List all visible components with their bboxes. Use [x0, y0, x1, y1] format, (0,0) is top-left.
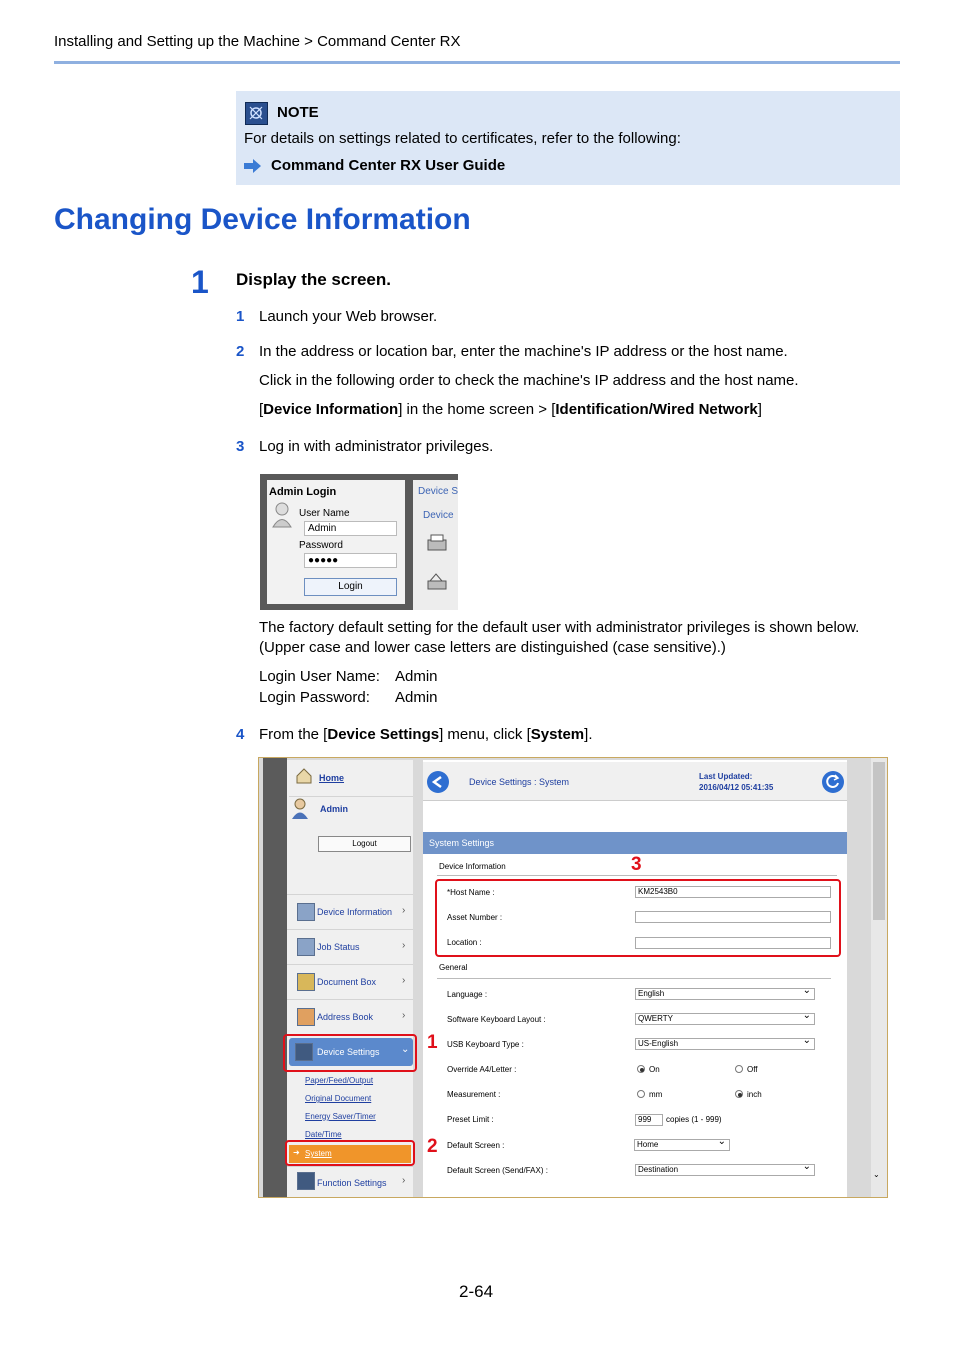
measure-mm-radio[interactable] [637, 1090, 645, 1098]
nav-label: Address Book [317, 1012, 374, 1022]
arrow-right-icon: ➜ [293, 1148, 300, 1157]
printer-icon [426, 534, 448, 559]
document-box-icon [297, 973, 315, 991]
note-text: For details on settings related to certificates, refer to the following: [244, 130, 681, 147]
scroll-down-icon[interactable]: ⌄ [873, 1170, 880, 1179]
section-title: Changing Device Information [54, 203, 471, 236]
nav-item-address-book[interactable] [287, 999, 413, 1033]
divider [437, 978, 831, 979]
subitem-paper[interactable]: Paper/Feed/Output [305, 1076, 374, 1085]
job-status-icon [297, 938, 315, 956]
default-screen-select[interactable]: Home ⌄ [634, 1139, 730, 1151]
scrollbar-thumb[interactable] [873, 762, 885, 920]
user-icon [291, 798, 309, 825]
substep-text: In the address or location bar, enter the machine's IP address or the host name. [259, 343, 788, 360]
subitem-original[interactable]: Original Document [305, 1094, 372, 1103]
password-field[interactable]: ●●●●● [304, 553, 397, 568]
user-icon [272, 502, 292, 533]
back-icon[interactable] [427, 771, 449, 793]
guide-link[interactable]: Command Center RX User Guide [271, 157, 506, 174]
subitem-energy[interactable]: Energy Saver/Timer [305, 1112, 376, 1121]
language-select[interactable]: English ⌄ [635, 988, 815, 1000]
nav-label: Device Settings [317, 1047, 380, 1057]
step-number: 1 [191, 264, 209, 300]
preset-limit-input[interactable]: 999 [635, 1114, 663, 1126]
location-label: Location : [447, 938, 482, 947]
device-info-icon [297, 903, 315, 921]
chevron-right-icon: › [402, 1010, 406, 1021]
subitem-datetime[interactable]: Date/Time [305, 1130, 342, 1139]
device-info-heading: Device Information [439, 862, 506, 871]
default-screen-label: Default Screen : [447, 1141, 505, 1150]
note-title: NOTE [277, 104, 319, 121]
callout-3: 3 [631, 854, 642, 875]
nav-item-function-settings[interactable] [287, 1166, 413, 1198]
host-name-label: *Host Name : [447, 888, 495, 897]
login-user-label: Login User Name: [259, 668, 380, 685]
refresh-icon[interactable] [822, 771, 844, 793]
general-heading: General [439, 963, 468, 972]
callout-box-device-settings [283, 1034, 417, 1072]
address-book-icon [297, 1008, 315, 1026]
nav-divider [289, 796, 413, 797]
callout-box-system [285, 1140, 415, 1166]
last-updated-value: 2016/04/12 05:41:35 [699, 783, 774, 792]
substep-text: From the [Device Settings] menu, click [System]. [259, 726, 593, 743]
keyboard-select[interactable]: QWERTY ⌄ [635, 1013, 815, 1025]
header-rule [54, 61, 900, 64]
callout-1: 1 [427, 1032, 438, 1053]
preset-limit-suffix: copies (1 - 999) [666, 1115, 722, 1124]
default-note-2: (Upper case and lower case letters are distinguished (case sensitive).) [259, 639, 726, 656]
substep-text: Launch your Web browser. [259, 308, 438, 325]
breadcrumb: Installing and Setting up the Machine > Command Center RX [54, 33, 461, 50]
override-label: Override A4/Letter : [447, 1065, 517, 1074]
panel-title: System Settings [429, 838, 495, 848]
device-subtab: Device [423, 510, 454, 521]
measure-mm-label: mm [649, 1090, 663, 1099]
measure-inch-label: inch [747, 1090, 762, 1099]
substep-number: 2 [236, 343, 245, 360]
usb-keyboard-select[interactable]: US-English ⌄ [635, 1038, 815, 1050]
subitem-label: System [305, 1149, 332, 1158]
default-note-1: The factory default setting for the default user with administrator privileges is shown below. [259, 619, 860, 636]
logout-button[interactable]: Logout [318, 836, 411, 852]
usb-keyboard-label: USB Keyboard Type : [447, 1040, 524, 1049]
nav-label: Function Settings [317, 1178, 387, 1188]
callout-box-device-information [435, 879, 841, 957]
note-icon [245, 102, 268, 125]
asset-number-label: Asset Number : [447, 913, 503, 922]
substep-extra: Click in the following order to check the machine's IP address and the host name. [259, 372, 799, 389]
language-label: Language : [447, 990, 488, 999]
arrow-right-icon [244, 158, 262, 174]
device-tab: Device S [418, 486, 458, 497]
login-title: Admin Login [269, 486, 337, 498]
nav-label: Document Box [317, 977, 377, 987]
panel-header [423, 832, 847, 854]
measurement-label: Measurement : [447, 1090, 501, 1099]
login-button[interactable]: Login [304, 578, 397, 596]
override-on-radio[interactable] [637, 1065, 645, 1073]
login-pass-value: Admin [395, 689, 438, 706]
username-label: User Name [299, 508, 350, 519]
chevron-down-icon: ⌄ [401, 1044, 410, 1055]
login-screenshot [260, 474, 458, 610]
nav-item-job-status[interactable] [287, 929, 413, 963]
chevron-right-icon: › [402, 1175, 406, 1186]
substep-number: 4 [236, 726, 245, 743]
step-title: Display the screen. [236, 270, 391, 289]
menu-path: [Device Information] in the home screen > [Identification/Wired Network] [259, 401, 762, 418]
scanner-icon [426, 572, 448, 597]
chevron-right-icon: › [402, 905, 406, 916]
keyboard-label: Software Keyboard Layout : [447, 1015, 546, 1024]
nav-item-document-box[interactable] [287, 964, 413, 998]
substep-number: 1 [236, 308, 245, 325]
username-field[interactable]: Admin [304, 521, 397, 536]
user-name: Admin [320, 804, 348, 814]
page-breadcrumb: Device Settings : System [469, 777, 570, 787]
function-settings-icon [297, 1172, 315, 1190]
substep-text: Log in with administrator privileges. [259, 438, 494, 455]
default-sendfax-select[interactable]: Destination ⌄ [635, 1164, 815, 1176]
device-settings-screenshot [258, 757, 888, 1198]
chevron-right-icon: › [402, 975, 406, 986]
default-sendfax-label: Default Screen (Send/FAX) : [447, 1166, 548, 1175]
window-edge [263, 758, 287, 1198]
login-pass-label: Login Password: [259, 689, 370, 706]
nav-label: Job Status [317, 942, 360, 952]
page-number: 2-64 [459, 1282, 494, 1301]
home-icon [295, 767, 313, 790]
home-link[interactable]: Home [319, 773, 345, 783]
password-label: Password [299, 540, 343, 551]
login-user-value: Admin [395, 668, 438, 685]
nav-item-device-information[interactable] [287, 894, 413, 928]
override-off-label: Off [747, 1065, 758, 1074]
last-updated-label: Last Updated: [699, 772, 753, 781]
host-name-input[interactable]: KM2543B0 [635, 886, 831, 898]
measure-inch-radio[interactable] [735, 1090, 743, 1098]
nav-label: Device Information [317, 907, 393, 917]
override-off-radio[interactable] [735, 1065, 743, 1073]
callout-2: 2 [427, 1136, 438, 1157]
chevron-right-icon: › [402, 940, 406, 951]
preset-limit-label: Preset Limit : [447, 1115, 494, 1124]
substep-number: 3 [236, 438, 245, 455]
override-on-label: On [649, 1065, 660, 1074]
